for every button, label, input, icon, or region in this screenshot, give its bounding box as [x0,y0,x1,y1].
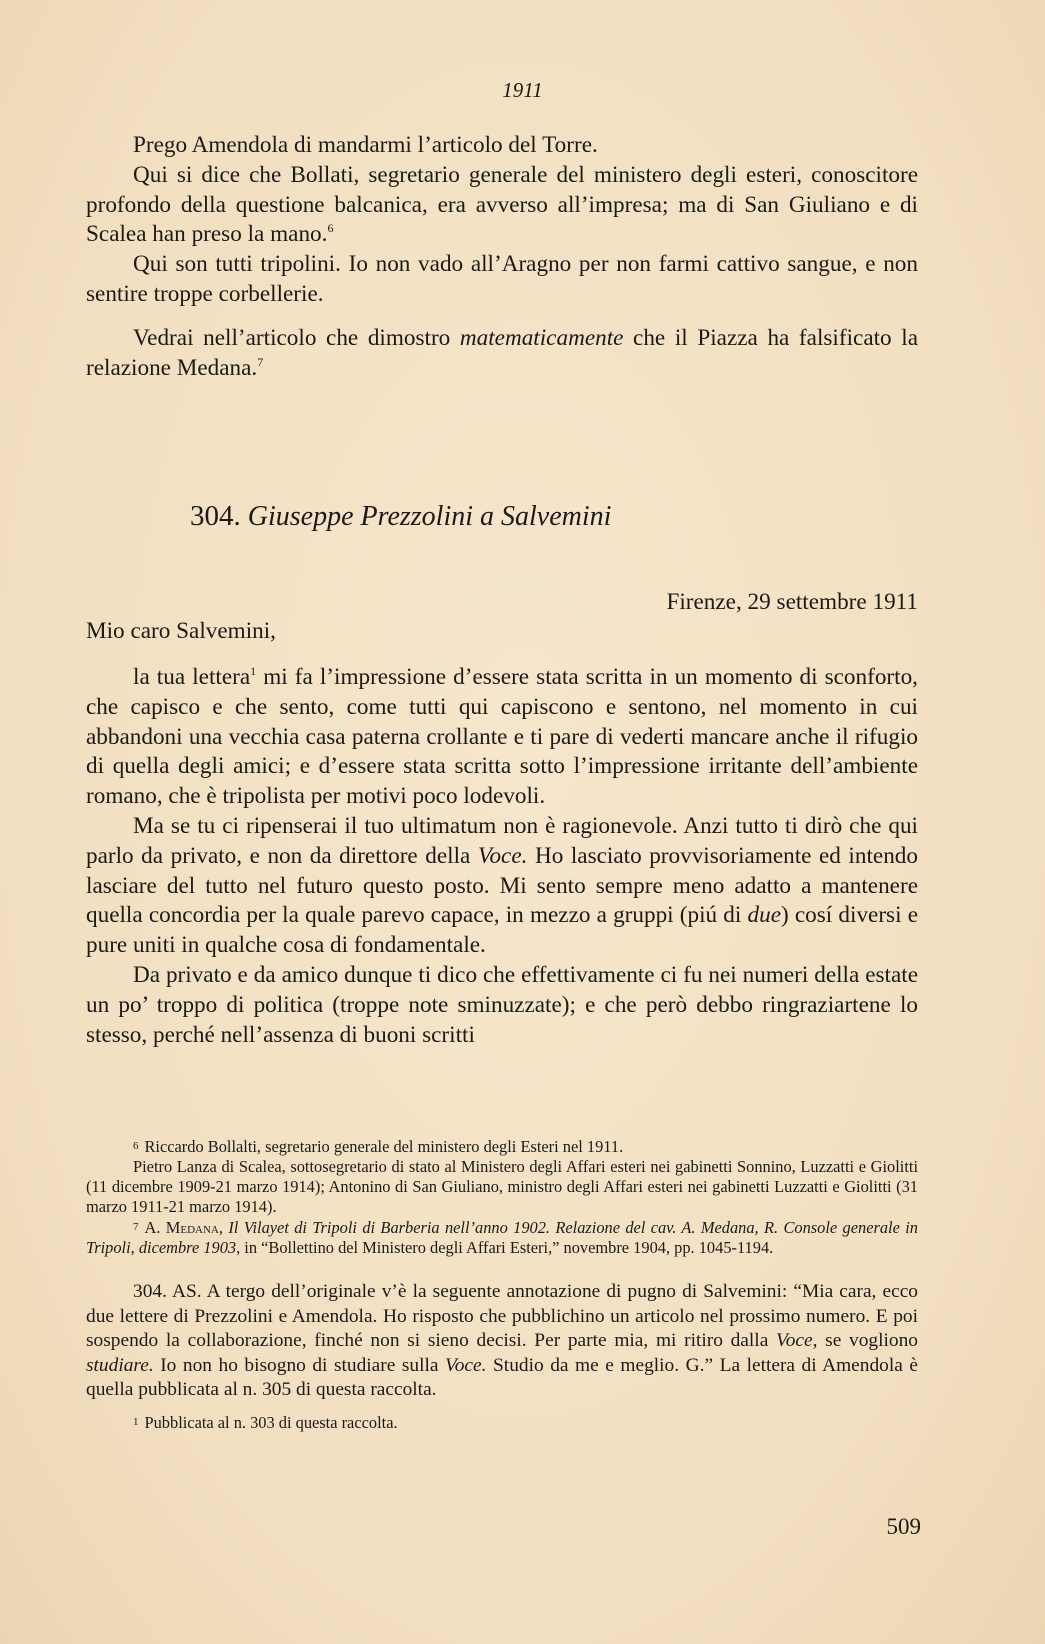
preceding-letter-ending [86,131,918,383]
letter-title: Giuseppe Prezzolini a Salvemini [247,501,612,532]
footnote-6: 6 Riccardo Bollalti, segretario generale del ministero degli Esteri nel 1911. [133,1137,624,1156]
paragraph: la tua lettera$^1$ mi fa l’impressione d’essere stata scritta in un momento di sconforto, che capisco e che sento, come tutti qui capiscono e sentono, nel momento in cui abbandoni una vecchia casa paterna crollante e ti pare di vederti mancare anche il rifugio di quella degli amici; e d’essere stata scritta sotto l’impressione irritante dell’ambiente romano, che è tripolista per motivi poco lodevoli. [86,664,918,810]
footnote-6-continued: Pietro Lanza di Scalea, sottosegretario di stato al Ministero degli Affari esteri nei gabinetti Sonnino, Luzzatti e Giolitti (11 dicembre 1909-21 marzo 1914); Antonino di San Giuliano, ministro degli Affari esteri nei gabinetti Luzzatti e Giolitti (31 marzo 1911-21 marzo 1914). [86,1157,918,1216]
letter-number: 304. [190,500,241,532]
paragraph: Ma se tu ci ripenserai il tuo ultimatum non è ragionevole. Anzi tutto ti dirò che qui parlo da privato, e non da direttore della Voce. Ho lasciato provvisoriamente ed intendo lasciare del tutto nel futuro questo posto. Mi sento sempre meno adatto a mantenere quella concordia per la quale parevo capace, in mezzo a gruppi (piú di due) cosí diversi e pure uniti in qualche cosa di fondamentale. [86,812,918,959]
dateline: Firenze, 29 settembre 1911 [666,589,918,615]
footnote-ref: 7 [257,354,264,369]
letter-body [86,663,918,1050]
editorial-note [86,1280,918,1433]
paragraph: Vedrai nell’articolo che dimostro matematicamente che il Piazza ha falsificato la relazione Medana.$^7$ [86,324,918,381]
paragraph: Prego Amendola di mandarmi l’articolo del Torre. [133,132,598,158]
footnote-7: 7 A. Medana, Il Vilayet di Tripoli di Barberia nell’anno 1902. Relazione del cav. A. Medana, R. Console generale in Tripoli, dicembre 1903, in “Bollettino del Ministero degli Affari Esteri,” novembre 1904, pp. 1045-1194. [86,1218,918,1257]
page-number: 509 [886,1514,921,1539]
paragraph: Qui si dice che Bollati, segretario generale del ministero degli esteri, conoscitore profondo della questione balcanica, era avverso all’impresa; ma di San Giuliano e di Scalea han preso la mano.$^6$ [86,161,918,248]
footnote-1: 1 Pubblicata al n. 303 di questa raccolta. [133,1412,398,1432]
salutation: Mio caro Salvemini, [86,618,276,644]
paragraph: Da privato e da amico dunque ti dico che effettivamente ci fu nei numeri della estate un po’ troppo di politica (troppe note sminuzzate); e che però debbo ringraziartene lo stesso, perché nell’assenza di buoni scritti [86,961,918,1048]
running-head-year: 1911 [502,78,543,102]
footnote-ref: 1 [250,664,257,678]
paragraph: Qui son tutti tripolini. Io non vado all’Aragno per non farmi cattivo sangue, e non sentire troppe corbellerie. [86,251,918,307]
note-304: 304. AS. A tergo dell’originale v’è la seguente annotazione di pugno di Salvemini: “Mia cara, ecco due lettere di Prezzolini e Amendola. Ho risposto che pubblichino un articolo nel prossimo numero. E poi sospendo la collaborazione, finché non si sieno decisi. Per parte mia, mi ritiro dalla Voce, se vogliono studiare. Io non ho bisogno di studiare sulla Voce. Studio da me e meglio. G.” La lettera di Amendola è quella pubblicata al n. 305 di questa raccolta. [86,1281,918,1401]
letter-heading [190,500,611,533]
footnote-ref: 6 [327,221,334,236]
footnotes [86,1136,918,1258]
